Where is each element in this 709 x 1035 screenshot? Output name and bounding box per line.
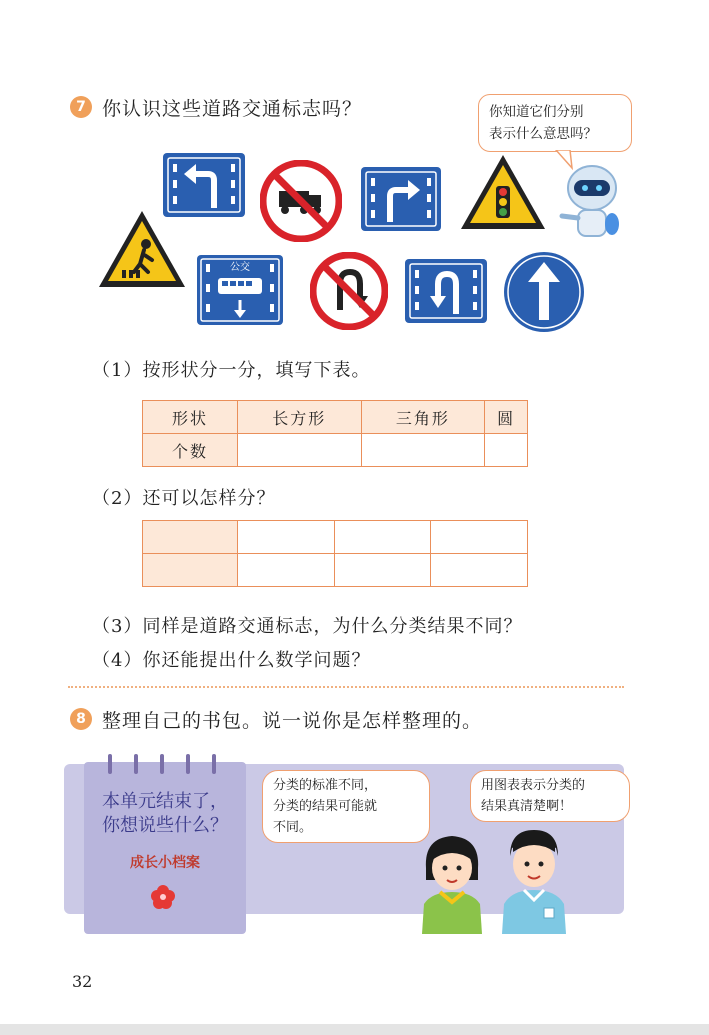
blank-header-cell[interactable] — [143, 554, 238, 587]
part3-prompt: （3）同样是道路交通标志，为什么分类结果不同？ — [92, 616, 523, 637]
blank-cell[interactable] — [238, 521, 335, 554]
blank-cell[interactable] — [238, 554, 335, 587]
flower-icon — [150, 884, 176, 910]
page-number: 32 — [72, 972, 93, 991]
blank-cell[interactable] — [334, 554, 431, 587]
table-header-circle: 圆 — [485, 401, 528, 434]
robot-bubble-line: 表示什么意思吗？ — [489, 126, 597, 142]
count-cell-triangle[interactable] — [361, 434, 485, 467]
bottom-strip — [0, 1024, 709, 1035]
question-title: 整理自己的书包。说一说你是怎样整理的。 — [102, 710, 483, 732]
part4-prompt: （4）你还能提出什么数学问题？ — [92, 650, 371, 671]
count-cell-rectangle[interactable] — [238, 434, 362, 467]
part1-prompt: （1）按形状分一分，填写下表。 — [92, 360, 371, 381]
part2-prompt: （2）还可以怎样分？ — [92, 488, 276, 509]
bus-lane-sign-label: 公交 — [230, 262, 250, 273]
blank-cell[interactable] — [431, 521, 528, 554]
robot-speech-bubble — [478, 94, 632, 152]
blank-cell[interactable] — [431, 554, 528, 587]
no-u-turn-sign — [310, 252, 388, 330]
table-header-shape: 形状 — [143, 401, 238, 434]
section-divider — [68, 686, 624, 688]
boy-bubble-line: 结果真清楚啊！ — [481, 799, 573, 814]
notebook-heading-line: 你想说些什么？ — [102, 815, 228, 836]
custom-classification-table — [142, 520, 528, 587]
blank-header-cell[interactable] — [143, 521, 238, 554]
robot-bubble-line: 你知道它们分别 — [489, 104, 584, 120]
notebook-heading-line: 本单元结束了， — [102, 791, 228, 812]
u-turn-sign — [404, 258, 488, 324]
right-turn-sign — [360, 166, 442, 232]
table-header-triangle: 三角形 — [361, 401, 485, 434]
boy-speech-bubble — [470, 770, 630, 822]
question-title: 你认识这些道路交通标志吗？ — [102, 98, 363, 120]
notebook-subtitle: 成长小档案 — [130, 855, 200, 871]
girl-bubble-line: 不同。 — [273, 820, 313, 835]
girl-bubble-line: 分类的结果可能就 — [273, 799, 378, 814]
girl-bubble-line: 分类的标准不同， — [273, 778, 378, 793]
notebook-heading — [90, 790, 240, 838]
shape-count-table — [142, 400, 528, 467]
pedestrian-crossing-sign — [96, 208, 188, 290]
boy-bubble-line: 用图表表示分类的 — [481, 778, 586, 793]
robot-icon — [556, 160, 626, 242]
girl-speech-bubble — [262, 770, 430, 843]
table-header-rectangle: 长方形 — [238, 401, 362, 434]
count-cell-circle[interactable] — [485, 434, 528, 467]
question-number-badge: 8 — [70, 708, 92, 730]
table-row-label-count: 个数 — [143, 434, 238, 467]
notebook-rings-icon — [96, 752, 236, 778]
boy-student-icon — [494, 822, 574, 934]
question-number-badge: 7 — [70, 96, 92, 118]
straight-ahead-sign — [502, 250, 586, 334]
girl-student-icon — [412, 828, 492, 934]
blank-cell[interactable] — [334, 521, 431, 554]
no-trucks-sign — [260, 160, 342, 242]
traffic-light-warning-sign — [458, 152, 548, 232]
